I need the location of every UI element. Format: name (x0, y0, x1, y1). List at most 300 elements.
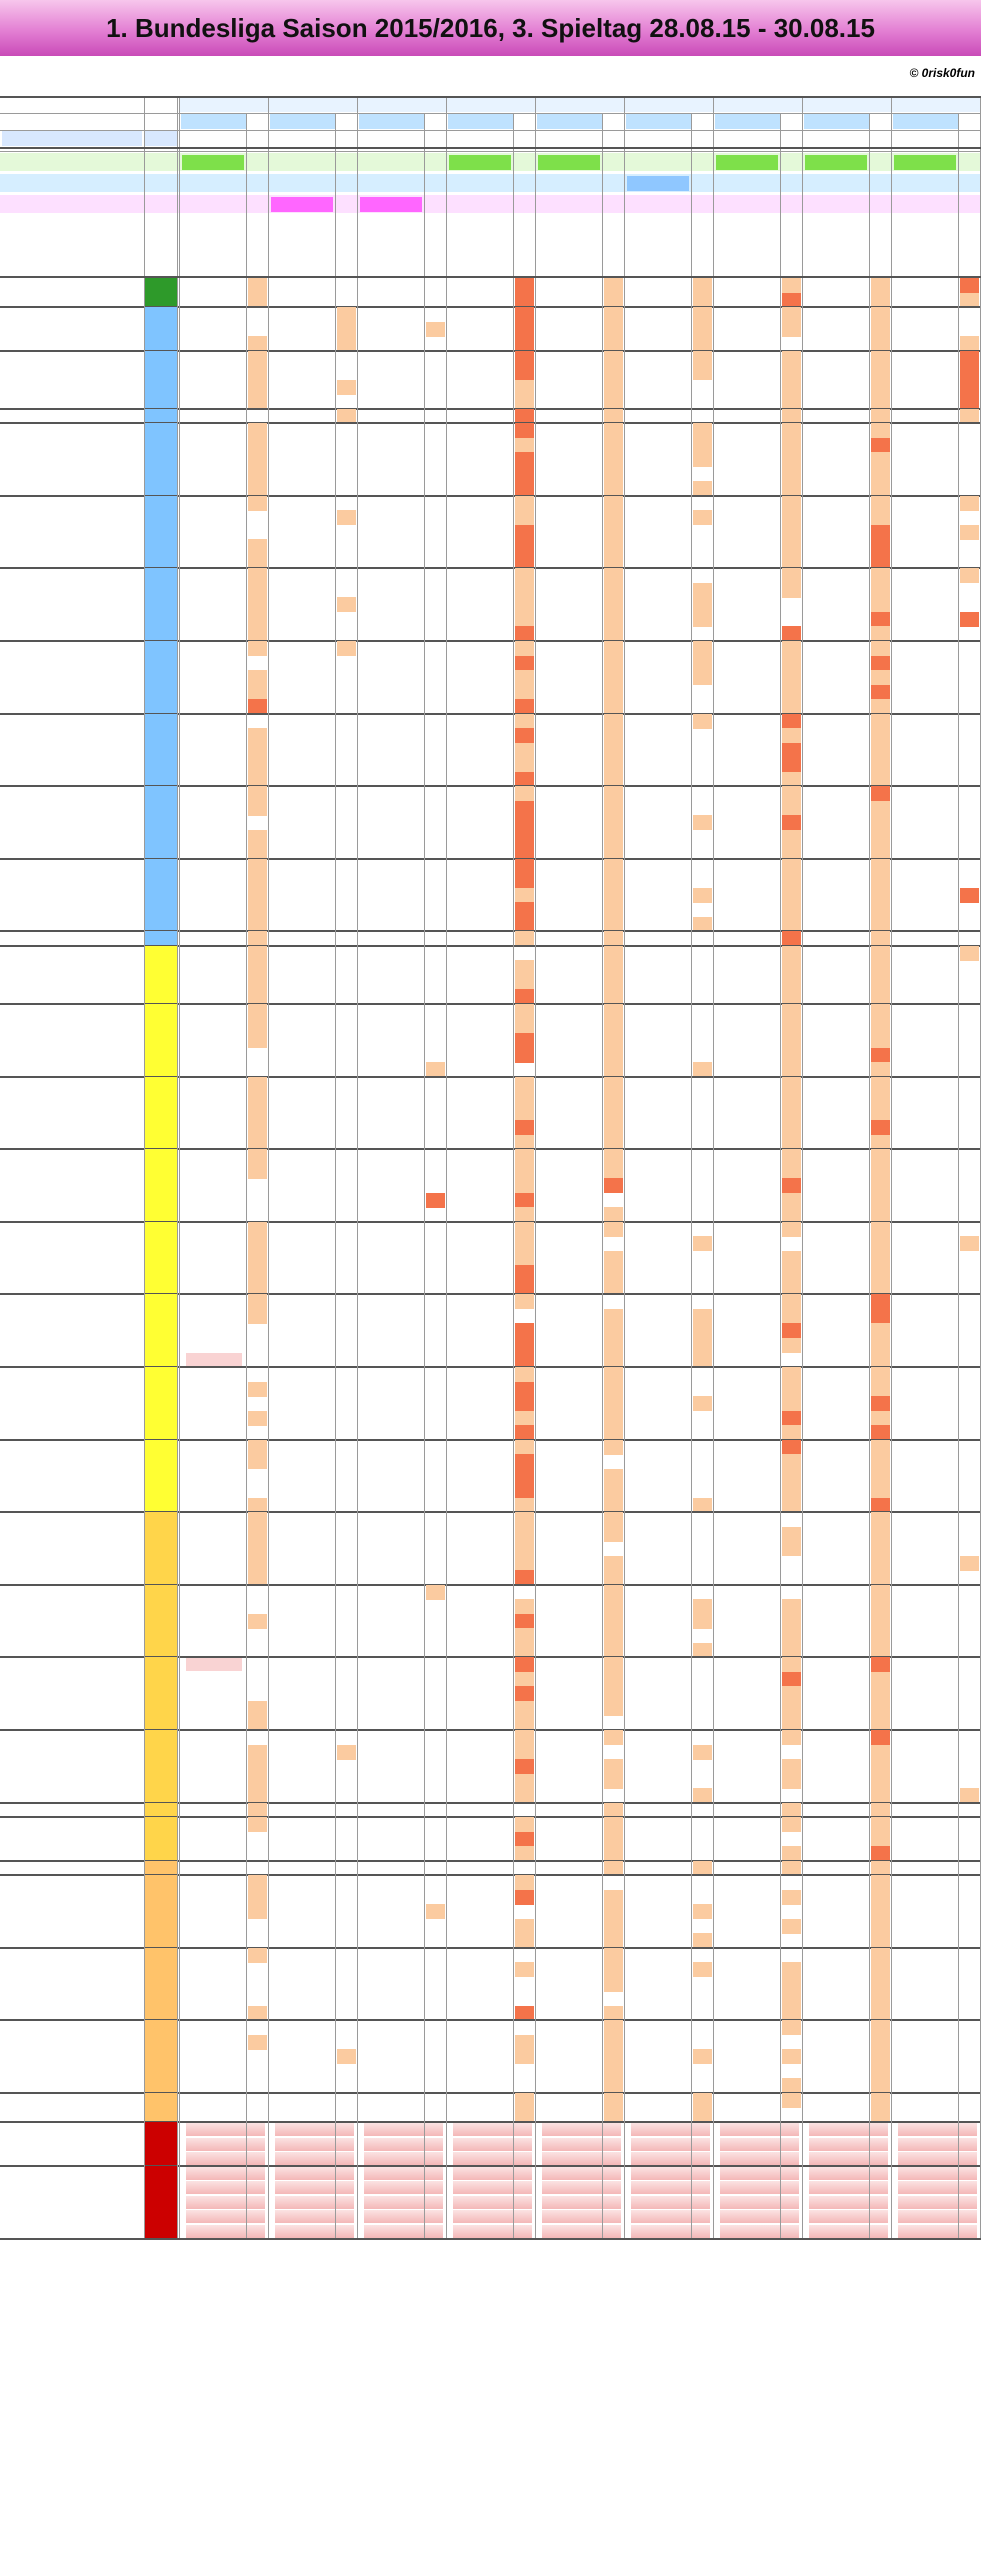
tip-points (782, 1715, 801, 1730)
tip-score (898, 1120, 954, 1135)
player-name (0, 1527, 143, 1542)
tip-points (515, 1570, 534, 1585)
tip-points (515, 467, 534, 482)
tip-score (364, 438, 420, 453)
tip-score (275, 423, 331, 438)
tip-score (898, 1614, 954, 1629)
tip-score (631, 496, 687, 511)
player-name (0, 1425, 143, 1440)
player-gp (145, 685, 177, 700)
tip-points (248, 1890, 267, 1905)
player-gp (145, 1309, 177, 1324)
tip-score (364, 525, 420, 540)
tip-points (782, 1686, 801, 1701)
tip-score (631, 525, 687, 540)
empty-tip (898, 2152, 977, 2165)
tip-score (186, 699, 242, 714)
tip-score (898, 1469, 954, 1484)
empty-tip (275, 2181, 354, 2194)
tip-score (809, 1382, 865, 1397)
tip-score (275, 1904, 331, 1919)
tip-score (809, 1962, 865, 1977)
tip-score (364, 1570, 420, 1585)
tip-points (515, 278, 534, 293)
tip-score (275, 714, 331, 729)
tip-score (453, 1411, 509, 1426)
tip-score (720, 1614, 776, 1629)
tip-points (871, 1091, 890, 1106)
stat-value (271, 176, 333, 191)
tip-points (248, 394, 267, 409)
tip-score (720, 1483, 776, 1498)
tip-points (515, 699, 534, 714)
tip-score (898, 1048, 954, 1063)
tip-score (809, 1759, 865, 1774)
stat-value (716, 176, 778, 191)
tip-score (186, 2093, 242, 2108)
tip-score (542, 2020, 598, 2035)
tip-score (275, 873, 331, 888)
tip-points (871, 1745, 890, 1760)
tip-score (720, 844, 776, 859)
tip-score (720, 1977, 776, 1992)
tip-score (542, 1382, 598, 1397)
tip-points (871, 1294, 890, 1309)
tip-score (453, 1715, 509, 1730)
tip-score (542, 699, 598, 714)
tip-score (809, 394, 865, 409)
player-name (0, 714, 143, 729)
tip-points (248, 830, 267, 845)
points-header (424, 114, 447, 129)
tip-score (631, 2035, 687, 2050)
tip-score (186, 568, 242, 583)
tip-score (364, 1309, 420, 1324)
tip-points (871, 1599, 890, 1614)
tip-score (186, 743, 242, 758)
tip-points (515, 351, 534, 366)
tip-points (604, 1091, 623, 1106)
tip-score (631, 583, 687, 598)
tip-score (631, 1382, 687, 1397)
tip-points (604, 1004, 623, 1019)
player-gp (145, 2078, 177, 2093)
tip-score (275, 1193, 331, 1208)
tip-points (871, 1048, 890, 1063)
tip-score (186, 1774, 242, 1789)
tip-score (364, 1207, 420, 1222)
tip-score (364, 1469, 420, 1484)
tip-score (275, 1411, 331, 1426)
tip-score (364, 1411, 420, 1426)
tip-score (898, 1715, 954, 1730)
tip-score (809, 568, 865, 583)
tip-score (542, 946, 598, 961)
row-divider (0, 147, 981, 149)
tip-points (248, 1541, 267, 1556)
tip-points (782, 394, 801, 409)
tip-points (426, 1904, 445, 1919)
tip-points (871, 1178, 890, 1193)
player-gp (145, 322, 177, 337)
tip-points (871, 438, 890, 453)
tip-score (720, 685, 776, 700)
tip-points (782, 1774, 801, 1789)
player-gp (145, 743, 177, 758)
tip-points (604, 656, 623, 671)
tip-points (604, 1657, 623, 1672)
tip-points (604, 1207, 623, 1222)
player-name (0, 1091, 143, 1106)
tip-score (898, 1454, 954, 1469)
tip-score (275, 1294, 331, 1309)
player-name (0, 1788, 143, 1803)
stat-value (894, 176, 956, 191)
tip-score (898, 322, 954, 337)
player-gp (145, 1991, 177, 2006)
tip-points (515, 1382, 534, 1397)
tip-points (515, 1091, 534, 1106)
tip-score (453, 1294, 509, 1309)
stat-value (805, 155, 867, 170)
tip-score (453, 438, 509, 453)
tip-points (604, 1527, 623, 1542)
tip-score (275, 656, 331, 671)
tip-points (782, 1919, 801, 1934)
tip-score (898, 1149, 954, 1164)
player-name (0, 1875, 143, 1890)
tip-score (809, 1614, 865, 1629)
tip-score (275, 801, 331, 816)
tip-score (275, 394, 331, 409)
tip-points (782, 1178, 801, 1193)
tip-score (542, 1570, 598, 1585)
player-gp (145, 699, 177, 714)
tip-score (453, 960, 509, 975)
tip-points (604, 670, 623, 685)
tip-score (186, 365, 242, 380)
tip-score (275, 757, 331, 772)
tip-points (871, 656, 890, 671)
match-result (715, 114, 780, 129)
tip-score (364, 626, 420, 641)
tip-score (542, 1019, 598, 1034)
tip-score (186, 714, 242, 729)
total-points (145, 131, 177, 146)
player-gp (145, 2151, 177, 2166)
tip-score (186, 1977, 242, 1992)
player-gp (145, 1338, 177, 1353)
tip-score (186, 1527, 242, 1542)
tip-points (515, 1672, 534, 1687)
tip-points (782, 496, 801, 511)
tip-points (604, 815, 623, 830)
tip-score (542, 1919, 598, 1934)
tip-points (248, 844, 267, 859)
tip-score (898, 612, 954, 627)
tip-score (364, 1759, 420, 1774)
tip-score (275, 1585, 331, 1600)
tip-points (248, 438, 267, 453)
tip-points (604, 728, 623, 743)
tip-score (542, 1440, 598, 1455)
tip-score (898, 743, 954, 758)
tip-points (871, 902, 890, 917)
tip-score (809, 1686, 865, 1701)
player-gp (145, 2209, 177, 2224)
tip-score (631, 2020, 687, 2035)
tip-score (364, 975, 420, 990)
tip-points (693, 1614, 712, 1629)
tip-score (809, 1599, 865, 1614)
tip-points (693, 1062, 712, 1077)
stat-value (627, 155, 689, 170)
tip-score (809, 2078, 865, 2093)
tip-points (604, 743, 623, 758)
tip-score (720, 1628, 776, 1643)
tip-points (693, 452, 712, 467)
tip-score (186, 830, 242, 845)
tip-points (248, 975, 267, 990)
tip-points (782, 1367, 801, 1382)
tip-points (871, 1367, 890, 1382)
tip-score (898, 641, 954, 656)
tip-score (364, 1701, 420, 1716)
tip-points (871, 1686, 890, 1701)
tip-points (782, 1628, 801, 1643)
player-name (0, 1309, 143, 1324)
tip-score (898, 1396, 954, 1411)
tip-points (693, 1904, 712, 1919)
tip-points (604, 1977, 623, 1992)
player-gp (145, 2137, 177, 2152)
tip-points (515, 1164, 534, 1179)
tip-score (453, 859, 509, 874)
tip-score (186, 423, 242, 438)
player-gp (145, 902, 177, 917)
empty-tip (720, 2167, 799, 2180)
tip-score (453, 1991, 509, 2006)
tip-score (720, 1715, 776, 1730)
tip-score (809, 1788, 865, 1803)
tip-score (453, 656, 509, 671)
tip-points (871, 597, 890, 612)
tip-score (364, 1686, 420, 1701)
tip-score (720, 1048, 776, 1063)
player-gp (145, 2093, 177, 2108)
tip-score (453, 1846, 509, 1861)
empty-tip (898, 2123, 977, 2136)
tip-points (871, 1222, 890, 1237)
tip-score (542, 1411, 598, 1426)
player-gp (145, 670, 177, 685)
tip-score (542, 685, 598, 700)
player-name (0, 670, 143, 685)
tip-points (782, 1164, 801, 1179)
tip-score (720, 1672, 776, 1687)
tip-score (809, 685, 865, 700)
tip-score (453, 1149, 509, 1164)
player-gp (145, 1904, 177, 1919)
tip-points (693, 1338, 712, 1353)
tip-score (542, 844, 598, 859)
tip-score (275, 931, 331, 946)
tip-points (248, 699, 267, 714)
tip-score (809, 336, 865, 351)
tip-score (720, 1236, 776, 1251)
tip-score (720, 641, 776, 656)
tip-score (720, 1164, 776, 1179)
tip-score (809, 423, 865, 438)
tip-score (542, 278, 598, 293)
player-name (0, 830, 143, 845)
tip-score (720, 699, 776, 714)
tip-score (542, 2049, 598, 2064)
tip-score (720, 1745, 776, 1760)
tip-points (515, 1759, 534, 1774)
tip-points (871, 1019, 890, 1034)
tip-score (453, 1483, 509, 1498)
tip-score (809, 2035, 865, 2050)
tip-points (871, 423, 890, 438)
tip-score (720, 322, 776, 337)
tip-score (453, 1106, 509, 1121)
tip-score (275, 1701, 331, 1716)
stat-value (627, 197, 689, 212)
tip-points (782, 1454, 801, 1469)
tip-score (275, 322, 331, 337)
tip-score (542, 1991, 598, 2006)
tip-score (453, 1338, 509, 1353)
tip-points (604, 1367, 623, 1382)
tip-score (275, 699, 331, 714)
tip-points (782, 946, 801, 961)
stat-value (894, 197, 956, 212)
tip-score (275, 1382, 331, 1397)
tip-score (720, 1585, 776, 1600)
tip-points (604, 1178, 623, 1193)
tip-score (809, 1701, 865, 1716)
empty-tip (898, 2138, 977, 2151)
tip-score (720, 1077, 776, 1092)
tip-score (809, 1890, 865, 1905)
empty-tip (453, 2181, 532, 2194)
match-header (180, 97, 269, 112)
tip-points (604, 2035, 623, 2050)
tip-score (542, 1062, 598, 1077)
tip-score (631, 786, 687, 801)
tip-score (542, 438, 598, 453)
tip-score (364, 1657, 420, 1672)
tip-score (631, 1657, 687, 1672)
player-name (0, 859, 143, 874)
tip-score (364, 2049, 420, 2064)
player-name (0, 452, 143, 467)
tip-score (631, 467, 687, 482)
tip-score (364, 656, 420, 671)
tip-score (631, 423, 687, 438)
tip-points (515, 960, 534, 975)
tip-score (453, 931, 509, 946)
column-divider (802, 97, 803, 2238)
tip-points (782, 423, 801, 438)
tip-score (631, 1120, 687, 1135)
tip-points (782, 365, 801, 380)
tip-score (186, 322, 242, 337)
player-gp (145, 481, 177, 496)
tip-score (364, 1048, 420, 1063)
tip-points (782, 1730, 801, 1745)
tip-points (871, 830, 890, 845)
tip-score (186, 1585, 242, 1600)
tip-score (631, 1425, 687, 1440)
tip-score (720, 394, 776, 409)
row-divider (0, 151, 981, 152)
tip-points (871, 1657, 890, 1672)
tip-points (515, 1048, 534, 1063)
tip-score (186, 1875, 242, 1890)
tip-score (809, 1033, 865, 1048)
tip-points (871, 931, 890, 946)
tip-points (871, 1382, 890, 1397)
tip-points (871, 1265, 890, 1280)
tip-points (515, 1425, 534, 1440)
tip-score (809, 1832, 865, 1847)
tip-points (604, 1222, 623, 1237)
tip-points (782, 1207, 801, 1222)
player-gp (145, 1832, 177, 1847)
tip-points (782, 452, 801, 467)
tip-score (364, 641, 420, 656)
tip-score (186, 1323, 242, 1338)
tip-score (275, 351, 331, 366)
tip-score (720, 743, 776, 758)
tip-score (898, 1309, 954, 1324)
player-gp (145, 1004, 177, 1019)
tip-points (693, 351, 712, 366)
tip-score (720, 1454, 776, 1469)
tip-points (782, 888, 801, 903)
tip-score (275, 568, 331, 583)
tip-score (186, 2035, 242, 2050)
tip-score (720, 2078, 776, 2093)
player-name (0, 496, 143, 511)
tip-points (871, 1062, 890, 1077)
tip-score (898, 801, 954, 816)
tip-score (898, 423, 954, 438)
tip-points (515, 844, 534, 859)
tip-points (871, 1338, 890, 1353)
tip-score (898, 2064, 954, 2079)
tip-score (720, 830, 776, 845)
tip-points (515, 510, 534, 525)
tip-score (809, 583, 865, 598)
tip-score (275, 1788, 331, 1803)
tip-score (809, 1077, 865, 1092)
tip-score (275, 612, 331, 627)
tip-score (275, 1846, 331, 1861)
tip-points (604, 1396, 623, 1411)
player-name (0, 2224, 143, 2239)
tip-score (364, 1846, 420, 1861)
tip-points (604, 1730, 623, 1745)
tip-points (782, 525, 801, 540)
tip-score (898, 888, 954, 903)
tip-score (898, 583, 954, 598)
tip-points (871, 1991, 890, 2006)
tip-score (186, 1962, 242, 1977)
tip-score (186, 1207, 242, 1222)
